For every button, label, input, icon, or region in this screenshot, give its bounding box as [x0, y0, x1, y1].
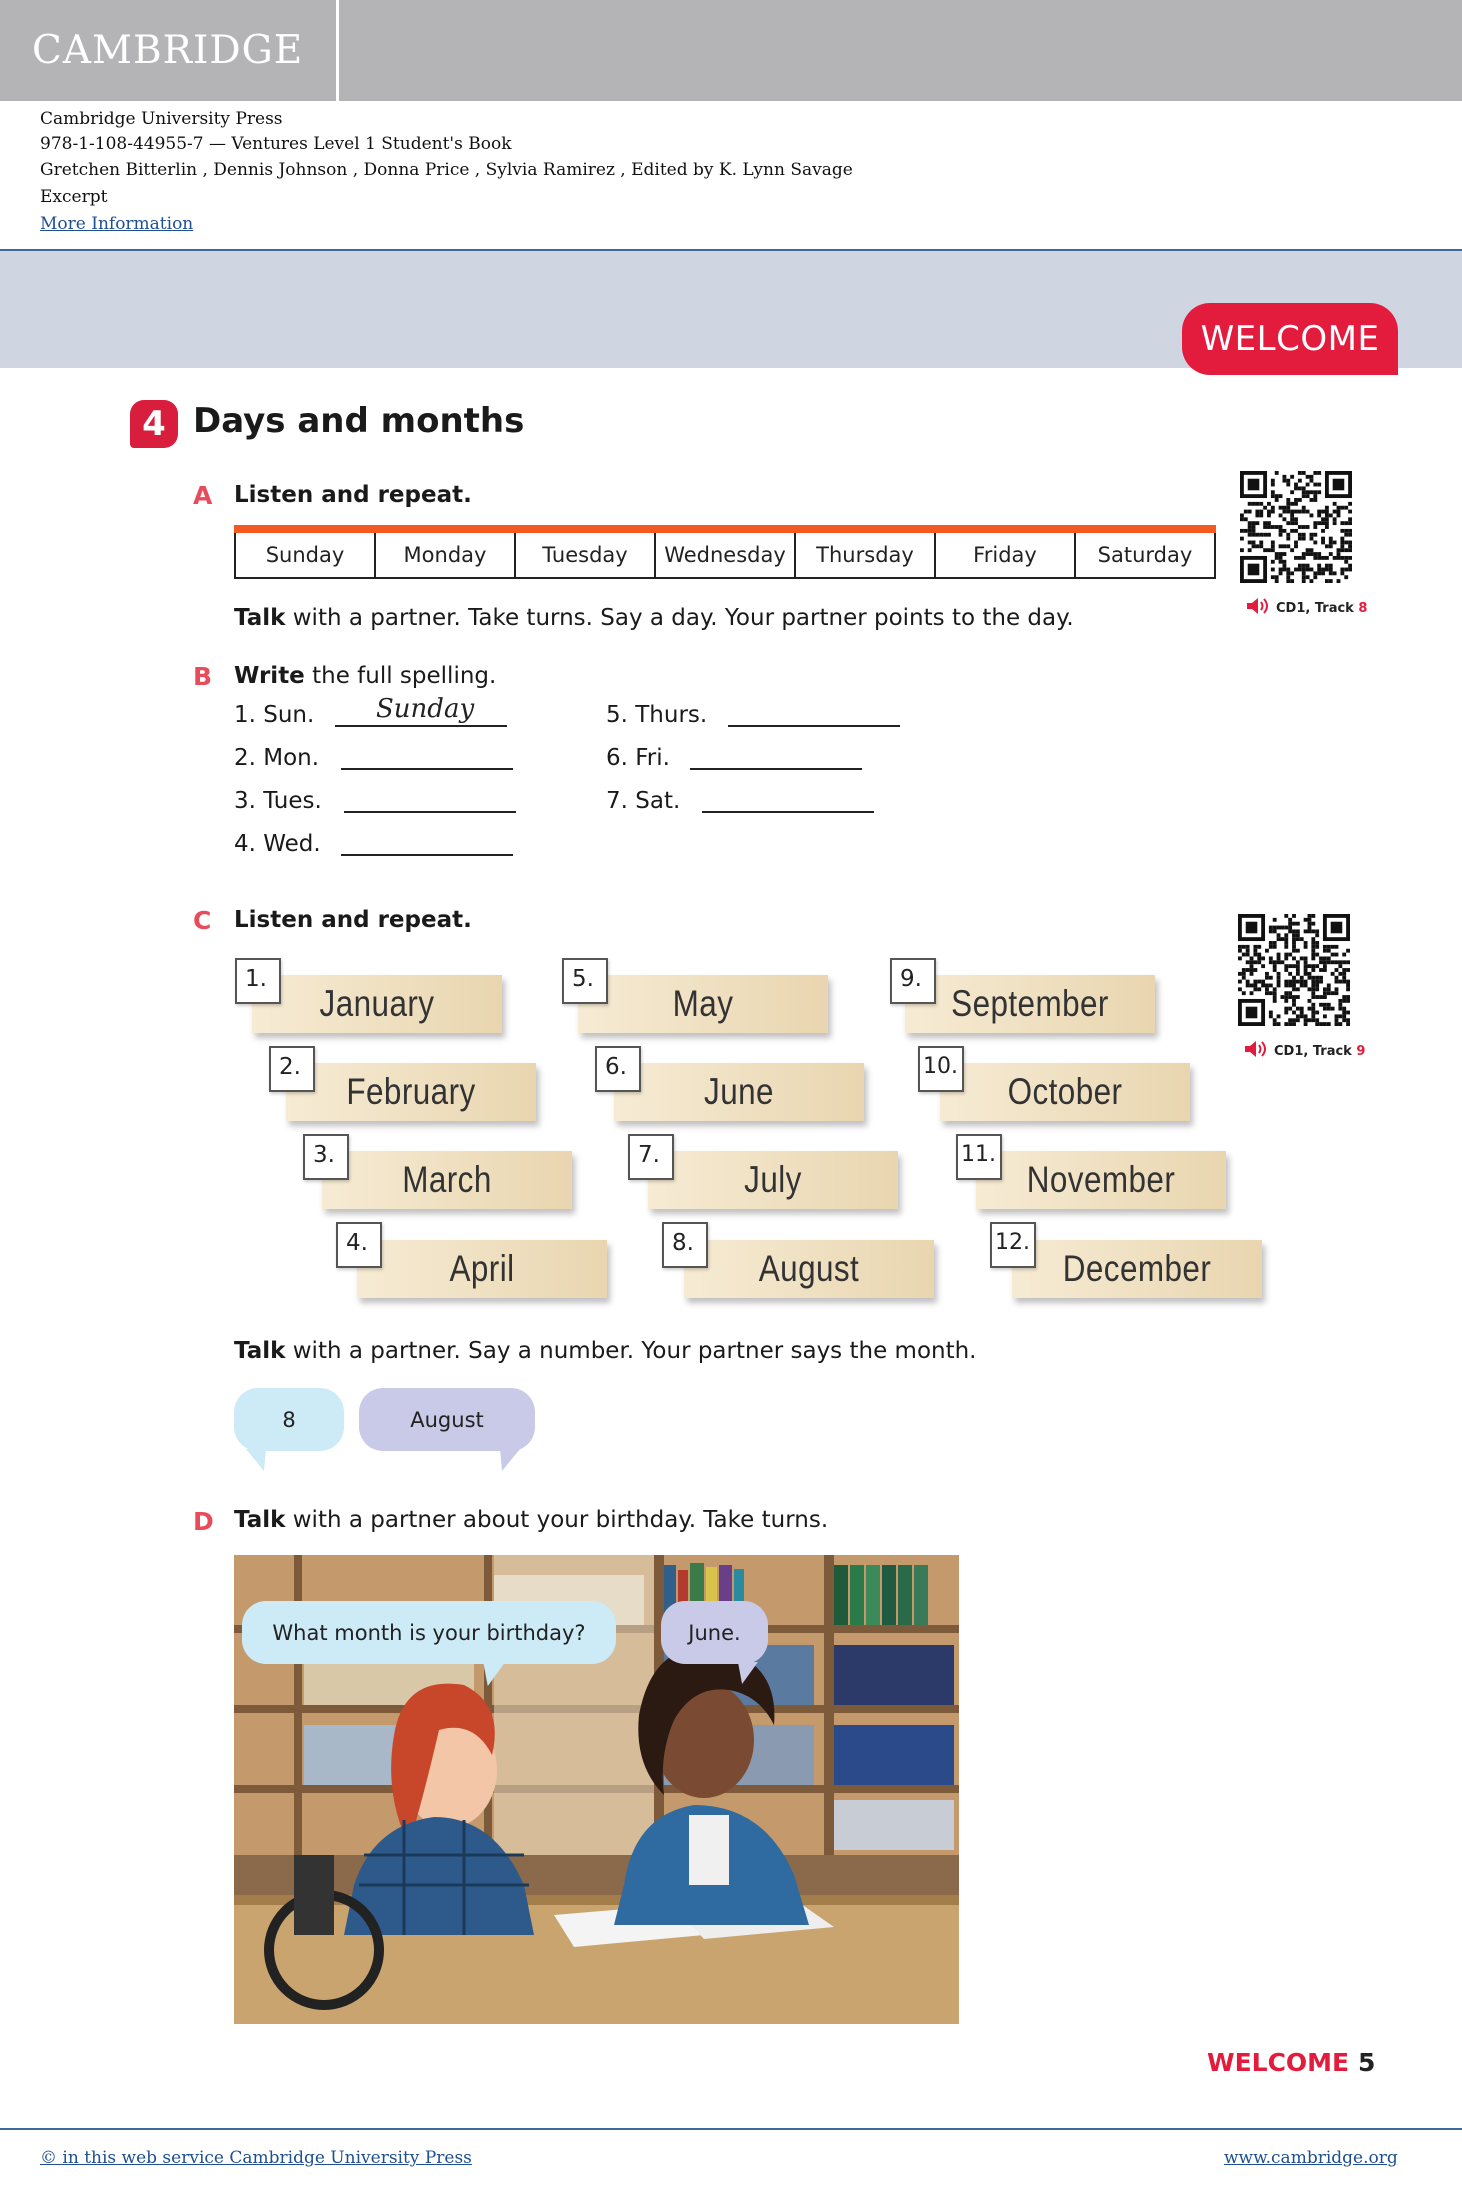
month-card: March [322, 1151, 572, 1209]
month-card: July [648, 1151, 898, 1209]
answer-line[interactable] [341, 854, 513, 856]
more-information-link[interactable]: More Information [40, 214, 194, 234]
handwritten-answer: Sunday [376, 694, 475, 724]
copyright-link[interactable]: © in this web service Cambridge University Press [40, 2148, 472, 2168]
month-card: December [1012, 1240, 1262, 1298]
section-title: Days and months [193, 401, 525, 441]
answer-line[interactable] [728, 725, 900, 727]
part-a-instruction: Listen and repeat. [234, 482, 472, 508]
publisher-line: Cambridge University Press [40, 109, 283, 129]
answer-line[interactable] [690, 768, 862, 770]
part-c-talk: Talk with a partner. Say a number. Your partner says the month. [234, 1338, 977, 1364]
month-number: 7. [628, 1134, 674, 1180]
section-number-badge: 4 [130, 400, 178, 448]
qr-code-icon[interactable] [1238, 914, 1350, 1030]
list-item: 1. Sun. [234, 702, 315, 728]
bubble-tail [246, 1449, 274, 1471]
page-number: 5 [1358, 2048, 1376, 2077]
authors-line: Gretchen Bitterlin , Dennis Johnson , Donna Price , Sylvia Ramirez , Edited by K. Lynn Savage [40, 160, 853, 180]
day-cell: Saturday [1097, 543, 1193, 567]
day-cell: Wednesday [656, 533, 796, 577]
part-c-instruction: Listen and repeat. [234, 907, 472, 933]
speech-bubble-month: August [359, 1388, 535, 1451]
part-b-instruction: Write the full spelling. [234, 663, 497, 689]
day-cell: Friday [936, 533, 1076, 577]
month-number: 12. [990, 1222, 1036, 1268]
month-number: 1. [235, 958, 281, 1004]
speaker-icon [1243, 1039, 1269, 1063]
speech-bubble-question: What month is your birthday? [242, 1601, 616, 1664]
logo-separator [336, 0, 339, 101]
day-cell: Tuesday [516, 533, 656, 577]
month-number: 5. [562, 958, 608, 1004]
speech-bubble-answer: June. [661, 1601, 768, 1664]
part-d-talk: Talk with a partner about your birthday. Take turns. [234, 1507, 829, 1533]
list-item: 7. Sat. [606, 788, 681, 814]
part-d-letter: D [193, 1507, 214, 1536]
list-item: 5. Thurs. [606, 702, 708, 728]
month-number: 11. [956, 1134, 1002, 1180]
cambridge-logo: CAMBRIDGE [32, 28, 304, 73]
audio-track-label[interactable]: CD1, Track 9 [1243, 1039, 1365, 1063]
answer-line[interactable] [702, 811, 874, 813]
list-item: 2. Mon. [234, 745, 320, 771]
part-a-letter: A [193, 481, 213, 510]
speaker-icon [1245, 596, 1271, 620]
excerpt-line: Excerpt [40, 187, 108, 207]
answer-line[interactable] [335, 725, 507, 727]
audio-track-label[interactable]: CD1, Track 8 [1245, 596, 1367, 620]
part-b-letter: B [193, 662, 213, 691]
isbn-line: 978-1-108-44955-7 — Ventures Level 1 Student's Book [40, 134, 512, 154]
month-number: 3. [303, 1134, 349, 1180]
month-card: April [357, 1240, 607, 1298]
days-header-bar [234, 525, 1216, 533]
day-cell: Sunday [236, 533, 376, 577]
list-item: 4. Wed. [234, 831, 321, 857]
month-card: September [905, 975, 1155, 1033]
month-number: 2. [269, 1046, 315, 1092]
month-number: 10. [918, 1046, 964, 1092]
day-cell: Thursday [796, 533, 936, 577]
website-link[interactable]: www.cambridge.org [1224, 2148, 1398, 2168]
days-table [234, 533, 1216, 579]
month-card: November [976, 1151, 1226, 1209]
month-card: October [940, 1063, 1190, 1121]
part-a-talk [234, 605, 1074, 631]
month-card: June [614, 1063, 864, 1121]
speech-bubble-number: 8 [234, 1388, 344, 1451]
month-number: 4. [336, 1222, 382, 1268]
month-card: February [286, 1063, 536, 1121]
month-card: January [252, 975, 502, 1033]
month-number: 6. [595, 1046, 641, 1092]
list-item: 3. Tues. [234, 788, 322, 814]
welcome-tab: WELCOME [1182, 303, 1398, 375]
month-card: August [684, 1240, 934, 1298]
talk-text: with a partner. Take turns. Say a day. Your partner points to the day. [285, 605, 1074, 631]
footer-rule [0, 2128, 1462, 2130]
part-c-letter: C [193, 906, 212, 935]
bubble-tail [492, 1449, 520, 1471]
month-card: May [578, 975, 828, 1033]
qr-code-icon[interactable] [1240, 471, 1352, 587]
answer-line[interactable] [341, 768, 513, 770]
day-cell: Monday [376, 533, 516, 577]
talk-bold: Talk [234, 605, 286, 631]
footer-section-label: WELCOME [1207, 2048, 1350, 2077]
month-number: 8. [662, 1222, 708, 1268]
list-item: 6. Fri. [606, 745, 670, 771]
answer-line[interactable] [344, 811, 516, 813]
month-number: 9. [890, 958, 936, 1004]
